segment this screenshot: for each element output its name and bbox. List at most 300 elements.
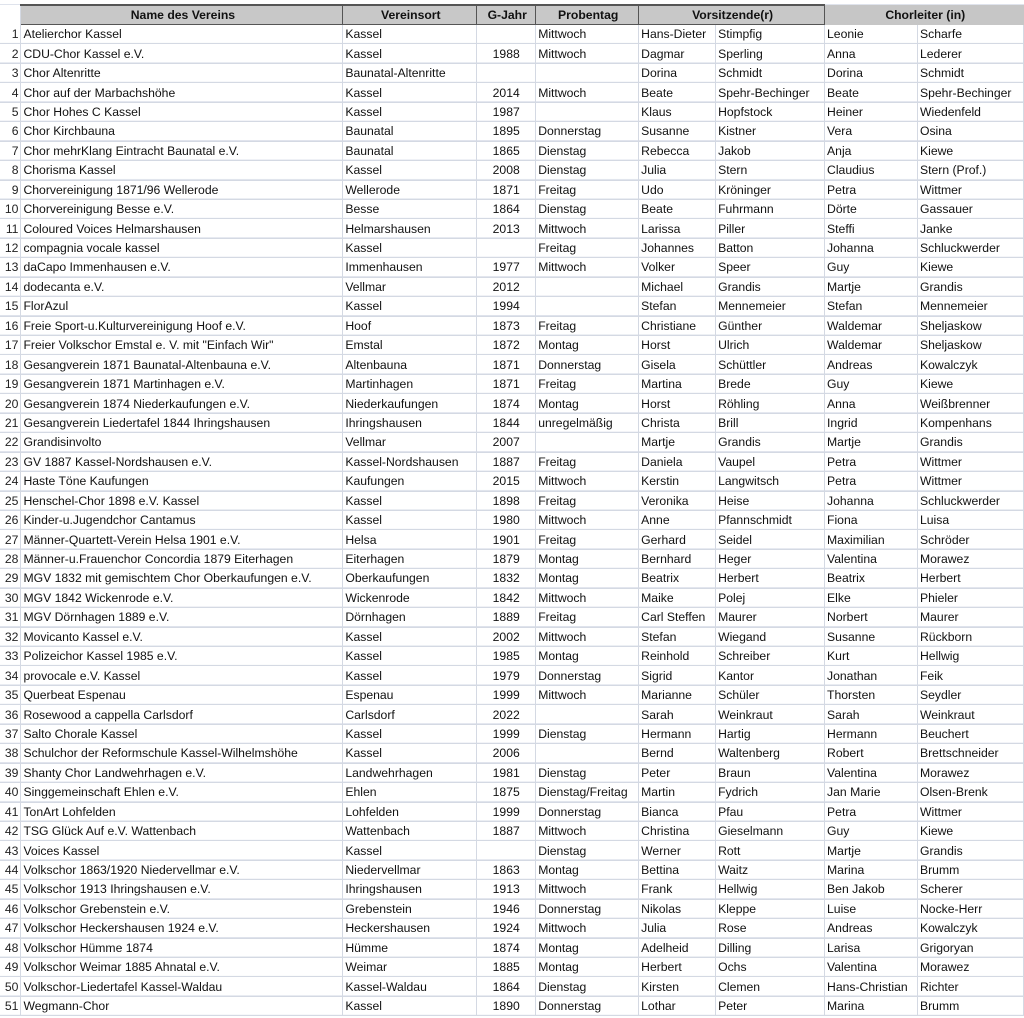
cell-chorleiter-vorname[interactable]: Guy (825, 374, 918, 393)
row-number[interactable]: 26 (0, 510, 21, 529)
cell-chorleiter-nachname[interactable]: Janke (917, 219, 1023, 238)
cell-chorleiter-vorname[interactable]: Johanna (825, 238, 918, 257)
cell-vereinsort[interactable]: Eiterhagen (343, 549, 477, 568)
cell-vorsitz-vorname[interactable]: Kerstin (639, 472, 716, 491)
cell-chorleiter-nachname[interactable]: Stern (Prof.) (917, 161, 1023, 180)
cell-chorleiter-nachname[interactable]: Wittmer (917, 802, 1023, 821)
cell-chorleiter-vorname[interactable]: Beatrix (825, 569, 918, 588)
cell-gruendungsjahr[interactable]: 2012 (477, 277, 536, 296)
cell-vereinsort[interactable]: Martinhagen (343, 374, 477, 393)
row-number[interactable]: 32 (0, 627, 21, 646)
cell-vereinsort[interactable]: Wellerode (343, 180, 477, 199)
cell-vereinsname[interactable]: Grandisinvolto (21, 433, 343, 452)
cell-vorsitz-nachname[interactable]: Piller (716, 219, 825, 238)
cell-vereinsname[interactable]: Coloured Voices Helmarshausen (21, 219, 343, 238)
cell-chorleiter-vorname[interactable]: Maximilian (825, 530, 918, 549)
cell-chorleiter-vorname[interactable]: Petra (825, 472, 918, 491)
cell-probentag[interactable]: Freitag (536, 608, 639, 627)
cell-vorsitz-vorname[interactable]: Larissa (639, 219, 716, 238)
cell-vereinsname[interactable]: MGV 1832 mit gemischtem Chor Oberkaufungen e.V. (21, 569, 343, 588)
cell-gruendungsjahr[interactable]: 1871 (477, 374, 536, 393)
cell-chorleiter-vorname[interactable]: Luise (825, 899, 918, 918)
row-number[interactable]: 8 (0, 161, 21, 180)
cell-vorsitz-vorname[interactable]: Volker (639, 258, 716, 277)
cell-vorsitz-vorname[interactable]: Werner (639, 841, 716, 860)
cell-vorsitz-nachname[interactable]: Kröninger (716, 180, 825, 199)
cell-vorsitz-nachname[interactable]: Peter (716, 996, 825, 1015)
cell-vorsitz-nachname[interactable]: Pfannschmidt (716, 510, 825, 529)
cell-probentag[interactable]: Mittwoch (536, 472, 639, 491)
cell-vereinsort[interactable]: Ihringshausen (343, 880, 477, 899)
cell-vereinsname[interactable]: Rosewood a cappella Carlsdorf (21, 705, 343, 724)
cell-vereinsname[interactable]: GV 1887 Kassel-Nordshausen e.V. (21, 452, 343, 471)
cell-vorsitz-vorname[interactable]: Klaus (639, 102, 716, 121)
cell-probentag[interactable]: Mittwoch (536, 627, 639, 646)
cell-vorsitz-nachname[interactable]: Günther (716, 316, 825, 335)
cell-gruendungsjahr[interactable]: 2022 (477, 705, 536, 724)
row-number[interactable]: 50 (0, 977, 21, 996)
cell-probentag[interactable] (536, 277, 639, 296)
cell-gruendungsjahr[interactable]: 1875 (477, 783, 536, 802)
cell-vereinsort[interactable]: Vellmar (343, 433, 477, 452)
cell-vereinsort[interactable]: Espenau (343, 685, 477, 704)
cell-probentag[interactable] (536, 297, 639, 316)
cell-probentag[interactable]: Freitag (536, 238, 639, 257)
cell-gruendungsjahr[interactable]: 2008 (477, 161, 536, 180)
row-number[interactable]: 24 (0, 472, 21, 491)
cell-probentag[interactable]: Freitag (536, 491, 639, 510)
cell-gruendungsjahr[interactable]: 1981 (477, 763, 536, 782)
cell-chorleiter-nachname[interactable]: Grigoryan (917, 938, 1023, 957)
cell-vereinsname[interactable]: Salto Chorale Kassel (21, 724, 343, 743)
cell-vereinsname[interactable]: Chor auf der Marbachshöhe (21, 83, 343, 102)
cell-probentag[interactable]: Dienstag (536, 141, 639, 160)
cell-vereinsort[interactable]: Kassel (343, 161, 477, 180)
cell-vereinsort[interactable]: Besse (343, 199, 477, 218)
cell-vorsitz-nachname[interactable]: Mennemeier (716, 297, 825, 316)
cell-gruendungsjahr[interactable]: 1979 (477, 666, 536, 685)
cell-vereinsname[interactable]: TonArt Lohfelden (21, 802, 343, 821)
cell-vereinsname[interactable]: Polizeichor Kassel 1985 e.V. (21, 647, 343, 666)
cell-chorleiter-vorname[interactable]: Anna (825, 44, 918, 63)
row-number[interactable]: 22 (0, 433, 21, 452)
row-number[interactable]: 13 (0, 258, 21, 277)
cell-chorleiter-nachname[interactable]: Wiedenfeld (917, 102, 1023, 121)
cell-vereinsort[interactable]: Kassel (343, 841, 477, 860)
cell-vereinsname[interactable]: Gesangverein 1871 Martinhagen e.V. (21, 374, 343, 393)
cell-probentag[interactable]: Donnerstag (536, 899, 639, 918)
cell-chorleiter-vorname[interactable]: Larisa (825, 938, 918, 957)
cell-vorsitz-vorname[interactable]: Bernhard (639, 549, 716, 568)
cell-vorsitz-vorname[interactable]: Christa (639, 413, 716, 432)
cell-chorleiter-nachname[interactable]: Kompenhans (917, 413, 1023, 432)
cell-vorsitz-nachname[interactable]: Ochs (716, 958, 825, 977)
row-number[interactable]: 2 (0, 44, 21, 63)
cell-probentag[interactable]: Mittwoch (536, 685, 639, 704)
cell-probentag[interactable]: Dienstag (536, 199, 639, 218)
cell-vorsitz-nachname[interactable]: Heise (716, 491, 825, 510)
cell-vorsitz-nachname[interactable]: Ulrich (716, 336, 825, 355)
cell-vorsitz-vorname[interactable]: Carl Steffen (639, 608, 716, 627)
cell-vorsitz-vorname[interactable]: Veronika (639, 491, 716, 510)
cell-chorleiter-nachname[interactable]: Spehr-Bechinger (917, 83, 1023, 102)
cell-vereinsort[interactable]: Carlsdorf (343, 705, 477, 724)
cell-vorsitz-nachname[interactable]: Vaupel (716, 452, 825, 471)
cell-vorsitz-vorname[interactable]: Sarah (639, 705, 716, 724)
cell-chorleiter-vorname[interactable]: Valentina (825, 958, 918, 977)
cell-vorsitz-nachname[interactable]: Langwitsch (716, 472, 825, 491)
cell-probentag[interactable] (536, 102, 639, 121)
cell-vereinsort[interactable]: Helmarshausen (343, 219, 477, 238)
cell-vereinsname[interactable]: Gesangverein 1874 Niederkaufungen e.V. (21, 394, 343, 413)
cell-vereinsort[interactable]: Ehlen (343, 783, 477, 802)
cell-vereinsname[interactable]: provocale e.V. Kassel (21, 666, 343, 685)
cell-chorleiter-nachname[interactable]: Wittmer (917, 180, 1023, 199)
header-chorleiter[interactable]: Chorleiter (in) (825, 5, 1024, 25)
cell-gruendungsjahr[interactable]: 1879 (477, 549, 536, 568)
cell-chorleiter-nachname[interactable]: Hellwig (917, 647, 1023, 666)
cell-probentag[interactable]: Freitag (536, 530, 639, 549)
cell-chorleiter-vorname[interactable]: Susanne (825, 627, 918, 646)
row-number[interactable]: 19 (0, 374, 21, 393)
cell-vorsitz-vorname[interactable]: Bettina (639, 860, 716, 879)
cell-vereinsname[interactable]: Singgemeinschaft Ehlen e.V. (21, 783, 343, 802)
cell-probentag[interactable]: Dienstag/Freitag (536, 783, 639, 802)
cell-gruendungsjahr[interactable]: 1865 (477, 141, 536, 160)
cell-vorsitz-vorname[interactable]: Beate (639, 83, 716, 102)
cell-chorleiter-nachname[interactable]: Mennemeier (917, 297, 1023, 316)
cell-vereinsort[interactable]: Baunatal (343, 141, 477, 160)
row-number[interactable]: 38 (0, 744, 21, 763)
cell-vorsitz-vorname[interactable]: Frank (639, 880, 716, 899)
cell-vereinsname[interactable]: Movicanto Kassel e.V. (21, 627, 343, 646)
row-number[interactable]: 45 (0, 880, 21, 899)
cell-probentag[interactable]: Montag (536, 958, 639, 977)
cell-chorleiter-vorname[interactable]: Martje (825, 433, 918, 452)
cell-chorleiter-nachname[interactable]: Feik (917, 666, 1023, 685)
cell-probentag[interactable] (536, 63, 639, 82)
cell-gruendungsjahr[interactable]: 1946 (477, 899, 536, 918)
cell-chorleiter-nachname[interactable]: Kowalczyk (917, 919, 1023, 938)
cell-probentag[interactable]: Donnerstag (536, 122, 639, 141)
cell-probentag[interactable]: Mittwoch (536, 44, 639, 63)
cell-vereinsort[interactable]: Heckershausen (343, 919, 477, 938)
cell-vorsitz-vorname[interactable]: Herbert (639, 958, 716, 977)
cell-vereinsort[interactable]: Emstal (343, 336, 477, 355)
cell-gruendungsjahr[interactable]: 1874 (477, 938, 536, 957)
row-number[interactable]: 40 (0, 783, 21, 802)
row-number[interactable]: 3 (0, 63, 21, 82)
cell-vorsitz-nachname[interactable]: Herbert (716, 569, 825, 588)
cell-chorleiter-nachname[interactable]: Phieler (917, 588, 1023, 607)
cell-chorleiter-nachname[interactable]: Weinkraut (917, 705, 1023, 724)
cell-vorsitz-vorname[interactable]: Hermann (639, 724, 716, 743)
row-number[interactable]: 5 (0, 102, 21, 121)
cell-gruendungsjahr[interactable]: 2015 (477, 472, 536, 491)
cell-chorleiter-nachname[interactable]: Seydler (917, 685, 1023, 704)
cell-chorleiter-nachname[interactable]: Weißbrenner (917, 394, 1023, 413)
cell-vereinsname[interactable]: Kinder-u.Jugendchor Cantamus (21, 510, 343, 529)
cell-vorsitz-vorname[interactable]: Rebecca (639, 141, 716, 160)
cell-gruendungsjahr[interactable]: 1988 (477, 44, 536, 63)
cell-vorsitz-vorname[interactable]: Hans-Dieter (639, 25, 716, 44)
row-number[interactable]: 27 (0, 530, 21, 549)
cell-vorsitz-vorname[interactable]: Daniela (639, 452, 716, 471)
cell-gruendungsjahr[interactable]: 1985 (477, 647, 536, 666)
cell-vorsitz-vorname[interactable]: Beatrix (639, 569, 716, 588)
cell-vereinsname[interactable]: Querbeat Espenau (21, 685, 343, 704)
cell-vereinsname[interactable]: dodecanta e.V. (21, 277, 343, 296)
cell-chorleiter-vorname[interactable]: Valentina (825, 763, 918, 782)
cell-vorsitz-vorname[interactable]: Horst (639, 336, 716, 355)
cell-chorleiter-vorname[interactable]: Steffi (825, 219, 918, 238)
cell-gruendungsjahr[interactable]: 1890 (477, 996, 536, 1015)
cell-vorsitz-vorname[interactable]: Christiane (639, 316, 716, 335)
cell-chorleiter-vorname[interactable]: Marina (825, 996, 918, 1015)
cell-chorleiter-vorname[interactable]: Hermann (825, 724, 918, 743)
cell-vorsitz-nachname[interactable]: Waltenberg (716, 744, 825, 763)
cell-probentag[interactable]: Donnerstag (536, 802, 639, 821)
cell-probentag[interactable]: Montag (536, 394, 639, 413)
cell-chorleiter-vorname[interactable]: Ingrid (825, 413, 918, 432)
cell-vorsitz-nachname[interactable]: Jakob (716, 141, 825, 160)
cell-gruendungsjahr[interactable]: 1885 (477, 958, 536, 977)
cell-gruendungsjahr[interactable] (477, 841, 536, 860)
cell-chorleiter-vorname[interactable]: Dörte (825, 199, 918, 218)
row-number[interactable]: 48 (0, 938, 21, 957)
cell-vereinsort[interactable]: Kassel (343, 83, 477, 102)
cell-gruendungsjahr[interactable]: 2007 (477, 433, 536, 452)
cell-gruendungsjahr[interactable]: 1864 (477, 977, 536, 996)
cell-probentag[interactable]: Dienstag (536, 977, 639, 996)
cell-vorsitz-nachname[interactable]: Stimpfig (716, 25, 825, 44)
cell-probentag[interactable]: Mittwoch (536, 219, 639, 238)
header-jahr[interactable]: G-Jahr (477, 5, 536, 25)
cell-vorsitz-vorname[interactable]: Sigrid (639, 666, 716, 685)
row-number[interactable]: 44 (0, 860, 21, 879)
cell-probentag[interactable]: Montag (536, 336, 639, 355)
cell-chorleiter-nachname[interactable]: Rückborn (917, 627, 1023, 646)
cell-vorsitz-nachname[interactable]: Dilling (716, 938, 825, 957)
cell-chorleiter-nachname[interactable]: Richter (917, 977, 1023, 996)
cell-vorsitz-nachname[interactable]: Gieselmann (716, 821, 825, 840)
cell-gruendungsjahr[interactable]: 2006 (477, 744, 536, 763)
cell-vorsitz-nachname[interactable]: Sperling (716, 44, 825, 63)
cell-vereinsort[interactable]: Baunatal-Altenritte (343, 63, 477, 82)
cell-vorsitz-vorname[interactable]: Adelheid (639, 938, 716, 957)
cell-chorleiter-vorname[interactable]: Waldemar (825, 336, 918, 355)
cell-gruendungsjahr[interactable]: 2013 (477, 219, 536, 238)
cell-vorsitz-vorname[interactable]: Bernd (639, 744, 716, 763)
cell-vereinsort[interactable]: Wickenrode (343, 588, 477, 607)
cell-vereinsort[interactable]: Kassel-Waldau (343, 977, 477, 996)
cell-vorsitz-nachname[interactable]: Batton (716, 238, 825, 257)
row-number[interactable]: 33 (0, 647, 21, 666)
cell-vereinsort[interactable]: Weimar (343, 958, 477, 977)
cell-vorsitz-nachname[interactable]: Spehr-Bechinger (716, 83, 825, 102)
cell-vorsitz-vorname[interactable]: Maike (639, 588, 716, 607)
cell-vereinsname[interactable]: Volkschor Hümme 1874 (21, 938, 343, 957)
cell-vorsitz-nachname[interactable]: Kleppe (716, 899, 825, 918)
cell-vorsitz-vorname[interactable]: Dagmar (639, 44, 716, 63)
cell-probentag[interactable]: Mittwoch (536, 83, 639, 102)
cell-probentag[interactable]: Montag (536, 549, 639, 568)
cell-chorleiter-nachname[interactable]: Kowalczyk (917, 355, 1023, 374)
row-number[interactable]: 42 (0, 821, 21, 840)
cell-vereinsname[interactable]: Wegmann-Chor (21, 996, 343, 1015)
cell-vorsitz-nachname[interactable]: Rose (716, 919, 825, 938)
cell-gruendungsjahr[interactable] (477, 25, 536, 44)
cell-chorleiter-nachname[interactable]: Scherer (917, 880, 1023, 899)
row-number[interactable]: 20 (0, 394, 21, 413)
header-probentag[interactable]: Probentag (536, 5, 639, 25)
cell-vorsitz-vorname[interactable]: Martje (639, 433, 716, 452)
cell-vorsitz-vorname[interactable]: Gisela (639, 355, 716, 374)
cell-probentag[interactable]: Montag (536, 647, 639, 666)
cell-vereinsname[interactable]: Haste Töne Kaufungen (21, 472, 343, 491)
cell-gruendungsjahr[interactable] (477, 238, 536, 257)
cell-probentag[interactable]: Dienstag (536, 763, 639, 782)
cell-vorsitz-vorname[interactable]: Anne (639, 510, 716, 529)
cell-vorsitz-nachname[interactable]: Schreiber (716, 647, 825, 666)
cell-gruendungsjahr[interactable]: 1901 (477, 530, 536, 549)
row-number[interactable]: 11 (0, 219, 21, 238)
cell-chorleiter-vorname[interactable]: Vera (825, 122, 918, 141)
cell-gruendungsjahr[interactable]: 2014 (477, 83, 536, 102)
cell-vereinsort[interactable]: Kassel (343, 627, 477, 646)
cell-gruendungsjahr[interactable]: 1844 (477, 413, 536, 432)
cell-probentag[interactable]: Montag (536, 569, 639, 588)
cell-vereinsort[interactable]: Niederkaufungen (343, 394, 477, 413)
cell-vorsitz-vorname[interactable]: Stefan (639, 627, 716, 646)
cell-vorsitz-nachname[interactable]: Kistner (716, 122, 825, 141)
cell-vereinsname[interactable]: Volkschor-Liedertafel Kassel-Waldau (21, 977, 343, 996)
cell-vorsitz-nachname[interactable]: Speer (716, 258, 825, 277)
cell-gruendungsjahr[interactable]: 1994 (477, 297, 536, 316)
cell-chorleiter-nachname[interactable]: Schmidt (917, 63, 1023, 82)
cell-vorsitz-nachname[interactable]: Weinkraut (716, 705, 825, 724)
cell-chorleiter-vorname[interactable]: Guy (825, 821, 918, 840)
cell-vereinsort[interactable]: Kassel (343, 25, 477, 44)
row-number[interactable]: 12 (0, 238, 21, 257)
cell-probentag[interactable]: Montag (536, 860, 639, 879)
cell-chorleiter-nachname[interactable]: Brumm (917, 996, 1023, 1015)
cell-gruendungsjahr[interactable]: 1999 (477, 685, 536, 704)
row-number[interactable]: 16 (0, 316, 21, 335)
cell-vereinsort[interactable]: Kassel (343, 44, 477, 63)
cell-vereinsname[interactable]: Schulchor der Reformschule Kassel-Wilhelmshöhe (21, 744, 343, 763)
row-number[interactable]: 1 (0, 25, 21, 44)
cell-chorleiter-nachname[interactable]: Wittmer (917, 452, 1023, 471)
cell-chorleiter-nachname[interactable]: Maurer (917, 608, 1023, 627)
cell-vorsitz-nachname[interactable]: Brill (716, 413, 825, 432)
cell-probentag[interactable]: Mittwoch (536, 919, 639, 938)
row-number[interactable]: 37 (0, 724, 21, 743)
row-number[interactable]: 18 (0, 355, 21, 374)
cell-vorsitz-vorname[interactable]: Julia (639, 919, 716, 938)
cell-chorleiter-vorname[interactable]: Elke (825, 588, 918, 607)
cell-gruendungsjahr[interactable]: 1999 (477, 802, 536, 821)
cell-chorleiter-vorname[interactable]: Jonathan (825, 666, 918, 685)
cell-vorsitz-nachname[interactable]: Grandis (716, 277, 825, 296)
cell-probentag[interactable]: Montag (536, 938, 639, 957)
cell-chorleiter-nachname[interactable]: Sheljaskow (917, 336, 1023, 355)
cell-chorleiter-nachname[interactable]: Herbert (917, 569, 1023, 588)
cell-probentag[interactable]: Dienstag (536, 841, 639, 860)
cell-gruendungsjahr[interactable]: 1980 (477, 510, 536, 529)
cell-vorsitz-nachname[interactable]: Maurer (716, 608, 825, 627)
row-number[interactable]: 36 (0, 705, 21, 724)
cell-gruendungsjahr[interactable] (477, 63, 536, 82)
cell-vereinsort[interactable]: Oberkaufungen (343, 569, 477, 588)
cell-probentag[interactable]: unregelmäßig (536, 413, 639, 432)
cell-vereinsort[interactable]: Immenhausen (343, 258, 477, 277)
cell-gruendungsjahr[interactable]: 1913 (477, 880, 536, 899)
cell-vereinsname[interactable]: Gesangverein Liedertafel 1844 Ihringshausen (21, 413, 343, 432)
cell-vereinsname[interactable]: Atelierchor Kassel (21, 25, 343, 44)
cell-vorsitz-vorname[interactable]: Reinhold (639, 647, 716, 666)
header-ort[interactable]: Vereinsort (343, 5, 477, 25)
cell-vereinsname[interactable]: CDU-Chor Kassel e.V. (21, 44, 343, 63)
cell-chorleiter-nachname[interactable]: Schröder (917, 530, 1023, 549)
cell-vereinsname[interactable]: compagnia vocale kassel (21, 238, 343, 257)
cell-vereinsname[interactable]: Volkschor 1863/1920 Niedervellmar e.V. (21, 860, 343, 879)
row-number[interactable]: 29 (0, 569, 21, 588)
cell-chorleiter-vorname[interactable]: Martje (825, 841, 918, 860)
cell-vorsitz-vorname[interactable]: Christina (639, 821, 716, 840)
cell-chorleiter-vorname[interactable]: Waldemar (825, 316, 918, 335)
cell-vereinsname[interactable]: MGV Dörnhagen 1889 e.V. (21, 608, 343, 627)
header-vorsitzende[interactable]: Vorsitzende(r) (639, 5, 825, 25)
row-number[interactable]: 6 (0, 122, 21, 141)
cell-vereinsort[interactable]: Baunatal (343, 122, 477, 141)
cell-chorleiter-vorname[interactable]: Leonie (825, 25, 918, 44)
cell-vereinsname[interactable]: daCapo Immenhausen e.V. (21, 258, 343, 277)
cell-probentag[interactable]: Dienstag (536, 724, 639, 743)
cell-gruendungsjahr[interactable]: 1889 (477, 608, 536, 627)
cell-vorsitz-nachname[interactable]: Polej (716, 588, 825, 607)
cell-vorsitz-vorname[interactable]: Lothar (639, 996, 716, 1015)
cell-chorleiter-nachname[interactable]: Nocke-Herr (917, 899, 1023, 918)
cell-chorleiter-nachname[interactable]: Luisa (917, 510, 1023, 529)
cell-vereinsort[interactable]: Kassel (343, 297, 477, 316)
cell-gruendungsjahr[interactable]: 1842 (477, 588, 536, 607)
cell-vereinsname[interactable]: Henschel-Chor 1898 e.V. Kassel (21, 491, 343, 510)
cell-probentag[interactable] (536, 433, 639, 452)
cell-gruendungsjahr[interactable]: 1832 (477, 569, 536, 588)
cell-chorleiter-vorname[interactable]: Petra (825, 802, 918, 821)
cell-vorsitz-nachname[interactable]: Hellwig (716, 880, 825, 899)
cell-chorleiter-nachname[interactable]: Kiewe (917, 141, 1023, 160)
cell-vorsitz-vorname[interactable]: Martin (639, 783, 716, 802)
cell-vorsitz-nachname[interactable]: Pfau (716, 802, 825, 821)
cell-gruendungsjahr[interactable]: 1887 (477, 452, 536, 471)
cell-chorleiter-vorname[interactable]: Kurt (825, 647, 918, 666)
cell-chorleiter-vorname[interactable]: Johanna (825, 491, 918, 510)
cell-probentag[interactable]: Dienstag (536, 161, 639, 180)
row-number[interactable]: 30 (0, 588, 21, 607)
cell-vorsitz-nachname[interactable]: Hopfstock (716, 102, 825, 121)
row-number[interactable]: 41 (0, 802, 21, 821)
cell-vorsitz-nachname[interactable]: Fuhrmann (716, 199, 825, 218)
cell-vorsitz-vorname[interactable]: Gerhard (639, 530, 716, 549)
cell-vereinsort[interactable]: Kassel (343, 238, 477, 257)
cell-chorleiter-nachname[interactable]: Kiewe (917, 374, 1023, 393)
row-number[interactable]: 7 (0, 141, 21, 160)
cell-vorsitz-vorname[interactable]: Susanne (639, 122, 716, 141)
cell-vorsitz-vorname[interactable]: Michael (639, 277, 716, 296)
cell-vereinsname[interactable]: Freier Volkschor Emstal e. V. mit "Einfach Wir" (21, 336, 343, 355)
